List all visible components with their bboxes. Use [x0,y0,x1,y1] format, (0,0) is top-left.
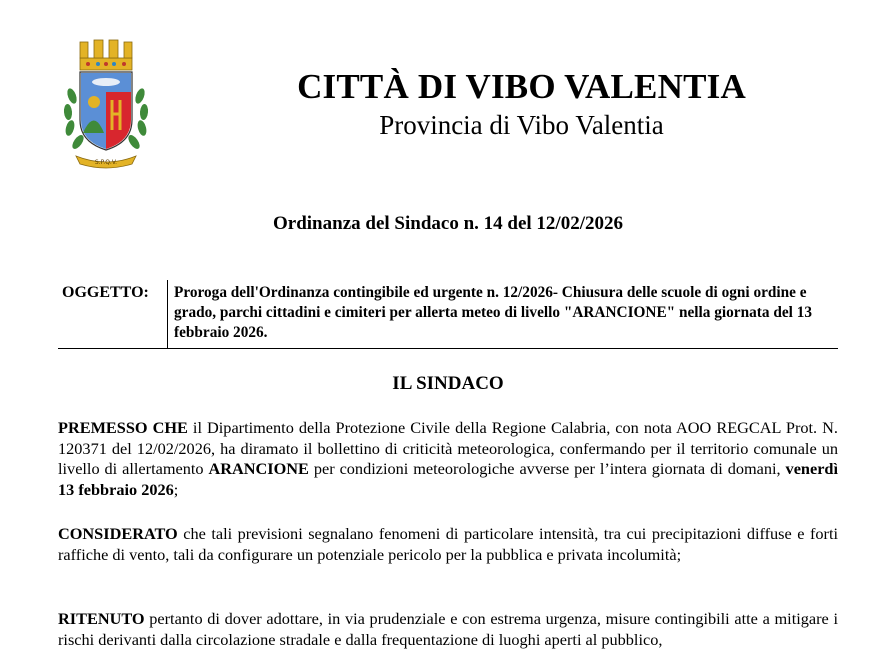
premesso-end: ; [173,479,179,499]
city-title: CITTÀ DI VIBO VALENTIA [297,67,746,106]
lead-ritenuto: RITENUTO [58,609,145,628]
section-heading: IL SINDACO [392,373,504,394]
alert-date: venerdì 13 febbraio 2026 [58,459,838,499]
shield-icon [80,72,132,150]
lead-premesso: PREMESSO CHE [58,418,188,437]
paragraph-premesso [58,418,838,500]
ordinance-title: Ordinanza del Sindaco n. 14 del 12/02/2026 [273,213,623,234]
premesso-text-1: il Dipartimento della Protezione Civile della Regione Calabria, con nota AOO REGCAL Prot. N. 120371 del 12/02/2026, ha diramato il bollettino di criticità meteorologica, confermando per il territorio comunale un livello di allertamento [58,418,838,478]
paragraph-ritenuto [58,609,838,650]
paragraph-considerato [58,524,838,565]
province-subtitle: Provincia di Vibo Valentia [379,110,664,140]
considerato-text: che tali previsioni segnalano fenomeni di particolare intensità, tra cui precipitazioni diffuse e forti raffiche di vento, tali da configurare un potenziale pericolo per la pubblica e privata incolumità; [58,524,838,564]
subject-text: Proroga dell'Ordinanza contingibile ed urgente n. 12/2026- Chiusura delle scuole di ogni ordine e grado, parchi cittadini e cimiteri per allerta meteo di livello "ARANCIONE" nella giornata del 13 febbraio 2026. [174,284,812,341]
crown-icon [80,40,132,70]
alert-level: ARANCIONE [208,459,309,478]
subject-label: OGGETTO: [62,284,149,301]
subject-divider [167,280,168,348]
lead-considerato: CONSIDERATO [58,524,178,543]
ritenuto-text: pertanto di dover adottare, in via prudenziale e con estrema urgenza, misure contingibili atte a mitigare i rischi derivanti dalla circolazione stradale e dalla frequentazione di luoghi aperti al pubblico, [58,609,838,649]
subject-table [58,280,838,349]
coat-of-arms [58,38,154,170]
svg-text:S.P.Q.V.: S.P.Q.V. [94,159,118,166]
premesso-text-2: per condizioni meteorologiche avverse per l’intera giornata di domani, [308,459,786,478]
ribbon [76,156,136,168]
